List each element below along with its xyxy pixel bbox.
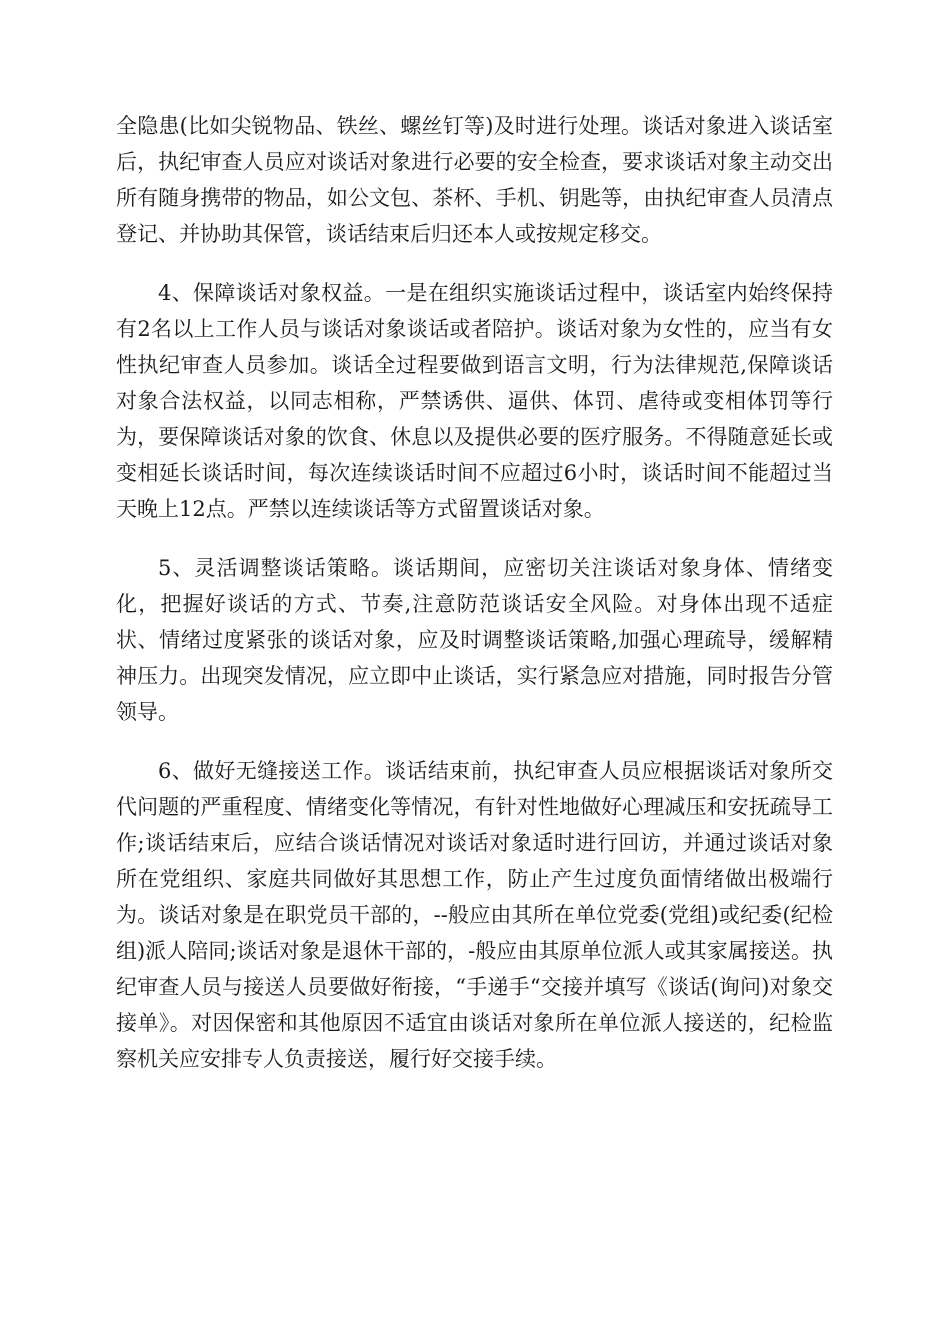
paragraph-protect-rights: 4、保障谈话对象权益。一是在组织实施谈话过程中，谈话室内始终保持有2名以上工作人员与谈话对象谈话或者陪护。谈话对象为女性的，应当有女性执纪审查人员参加。谈话全过程要做到语言文明，行为法律规范,保障谈话对象合法权益，以同志相称，严禁诱供、逼供、体罚、虐待或变相体罚等行为，要保障谈话对象的饮食、休息以及提供必要的医疗服务。不得随意延长或变相延长谈话时间，每次连续谈话时间不应超过6小时，谈话时间不能超过当天晚上12点。严禁以连续谈话等方式留置谈话对象。 bbox=[116, 281, 833, 521]
paragraph-continuation: 全隐患(比如尖锐物品、铁丝、螺丝钉等)及时进行处理。谈话对象进入谈话室后，执纪审查人员应对谈话对象进行必要的安全检查，要求谈话对象主动交出所有随身携带的物品，如公文包、茶杯、手机、钥匙等，由执纪审查人员清点登记、并协助其保管，谈话结束后归还本人或按规定移交。 bbox=[116, 114, 833, 246]
paragraph-seamless-handover: 6、做好无缝接送工作。谈话结束前，执纪审查人员应根据谈话对象所交代问题的严重程度、情绪变化等情况，有针对性地做好心理减压和安抚疏导工作;谈话结束后，应结合谈话情况对谈话对象适时进行回访，并通过谈话对象所在党组织、家庭共同做好其思想工作，防止产生过度负面情绪做出极端行为。谈话对象是在职党员干部的，--般应由其所在单位党委(党组)或纪委(纪检组)派人陪同;谈话对象是退休干部的，-般应由其原单位派人或其家属接送。执纪审查人员与接送人员要做好衔接，“手递手“交接并填写《谈话(询问)对象交接单》。对因保密和其他原因不适宜由谈话对象所在单位派人接送的，纪检监察机关应安排专人负责接送，履行好交接手续。 bbox=[116, 759, 833, 1071]
document-body bbox=[116, 108, 833, 1100]
paragraph-adjust-strategy: 5、灵活调整谈话策略。谈话期间，应密切关注谈话对象身体、情绪变化，把握好谈话的方式、节奏,注意防范谈话安全风险。对身体出现不适症状、情绪过度紧张的谈话对象，应及时调整谈话策略,加强心理疏导，缓解精神压力。出现突发情况，应立即中止谈话，实行紧急应对措施，同时报告分管领导。 bbox=[116, 556, 833, 724]
